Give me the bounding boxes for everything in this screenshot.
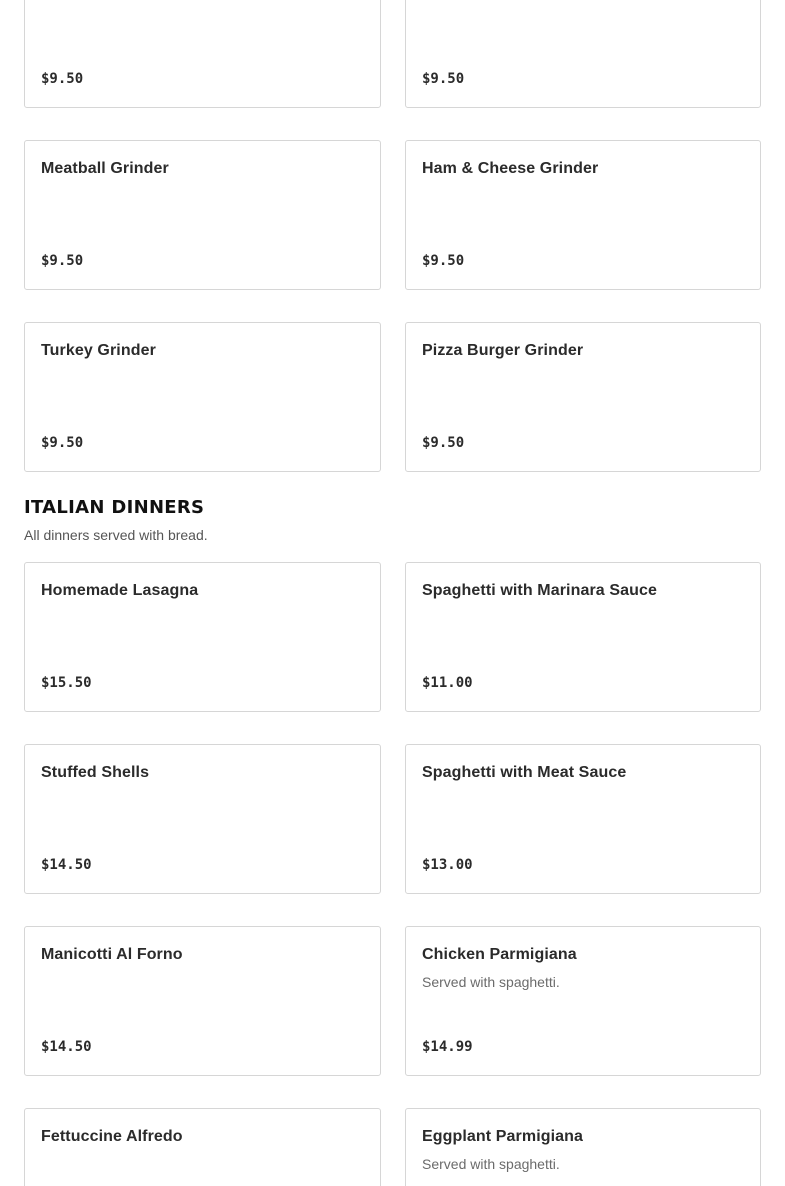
italian-dinners-grid [24, 562, 761, 1186]
menu-item-price: $15.50 [41, 675, 92, 691]
menu-item-name: Chicken Parmigiana [422, 946, 577, 963]
menu-item-name: Eggplant Parmigiana [422, 1128, 584, 1145]
menu-item-price: $9.50 [41, 253, 84, 269]
menu-item-card[interactable] [405, 140, 761, 290]
menu-item-price: $13.00 [422, 857, 473, 873]
menu-item-name: Manicotti Al Forno [41, 946, 183, 963]
menu-item-price: $14.99 [422, 1039, 473, 1055]
menu-item-name: Stuffed Shells [41, 764, 150, 781]
menu-item-card[interactable] [405, 1108, 761, 1186]
menu-item-price: $9.50 [41, 435, 84, 451]
menu-item-price: $14.50 [41, 857, 92, 873]
menu-item-name: Meatball Grinder [41, 160, 169, 177]
menu-item-card[interactable] [405, 744, 761, 894]
menu-item-card[interactable] [24, 562, 381, 712]
section-title: ITALIAN DINNERS [24, 497, 205, 518]
menu-item-card[interactable] [24, 322, 381, 472]
menu-item-price: $9.50 [41, 71, 84, 87]
menu-item-price: $14.50 [41, 1039, 92, 1055]
menu-item-name: Pizza Burger Grinder [422, 342, 584, 359]
menu-item-price: $9.50 [422, 253, 465, 269]
menu-item-card[interactable] [24, 744, 381, 894]
menu-item-name: Spaghetti with Marinara Sauce [422, 582, 657, 599]
menu-item-price: $9.50 [422, 435, 465, 451]
menu-item-name: Fettuccine Alfredo [41, 1128, 183, 1145]
menu-item-card[interactable] [24, 1108, 381, 1186]
menu-item-price: $9.50 [422, 71, 465, 87]
menu-item-card[interactable] [24, 140, 381, 290]
grinders-grid [24, 0, 761, 472]
menu-item-card[interactable] [405, 562, 761, 712]
menu-item-card[interactable] [405, 322, 761, 472]
menu-item-name: Ham & Cheese Grinder [422, 160, 599, 177]
menu-item-card[interactable] [405, 0, 761, 108]
menu-item-name: Turkey Grinder [41, 342, 156, 359]
menu-item-card[interactable] [405, 926, 761, 1076]
section-subtitle: All dinners served with bread. [24, 527, 208, 543]
menu-item-price: $11.00 [422, 675, 473, 691]
menu-item-description: Served with spaghetti. [422, 974, 560, 990]
menu-item-card[interactable] [24, 926, 381, 1076]
menu-item-name: Spaghetti with Meat Sauce [422, 764, 627, 781]
menu-item-card[interactable] [24, 0, 381, 108]
menu-item-description: Served with spaghetti. [422, 1156, 560, 1172]
menu-item-name: Homemade Lasagna [41, 582, 199, 599]
